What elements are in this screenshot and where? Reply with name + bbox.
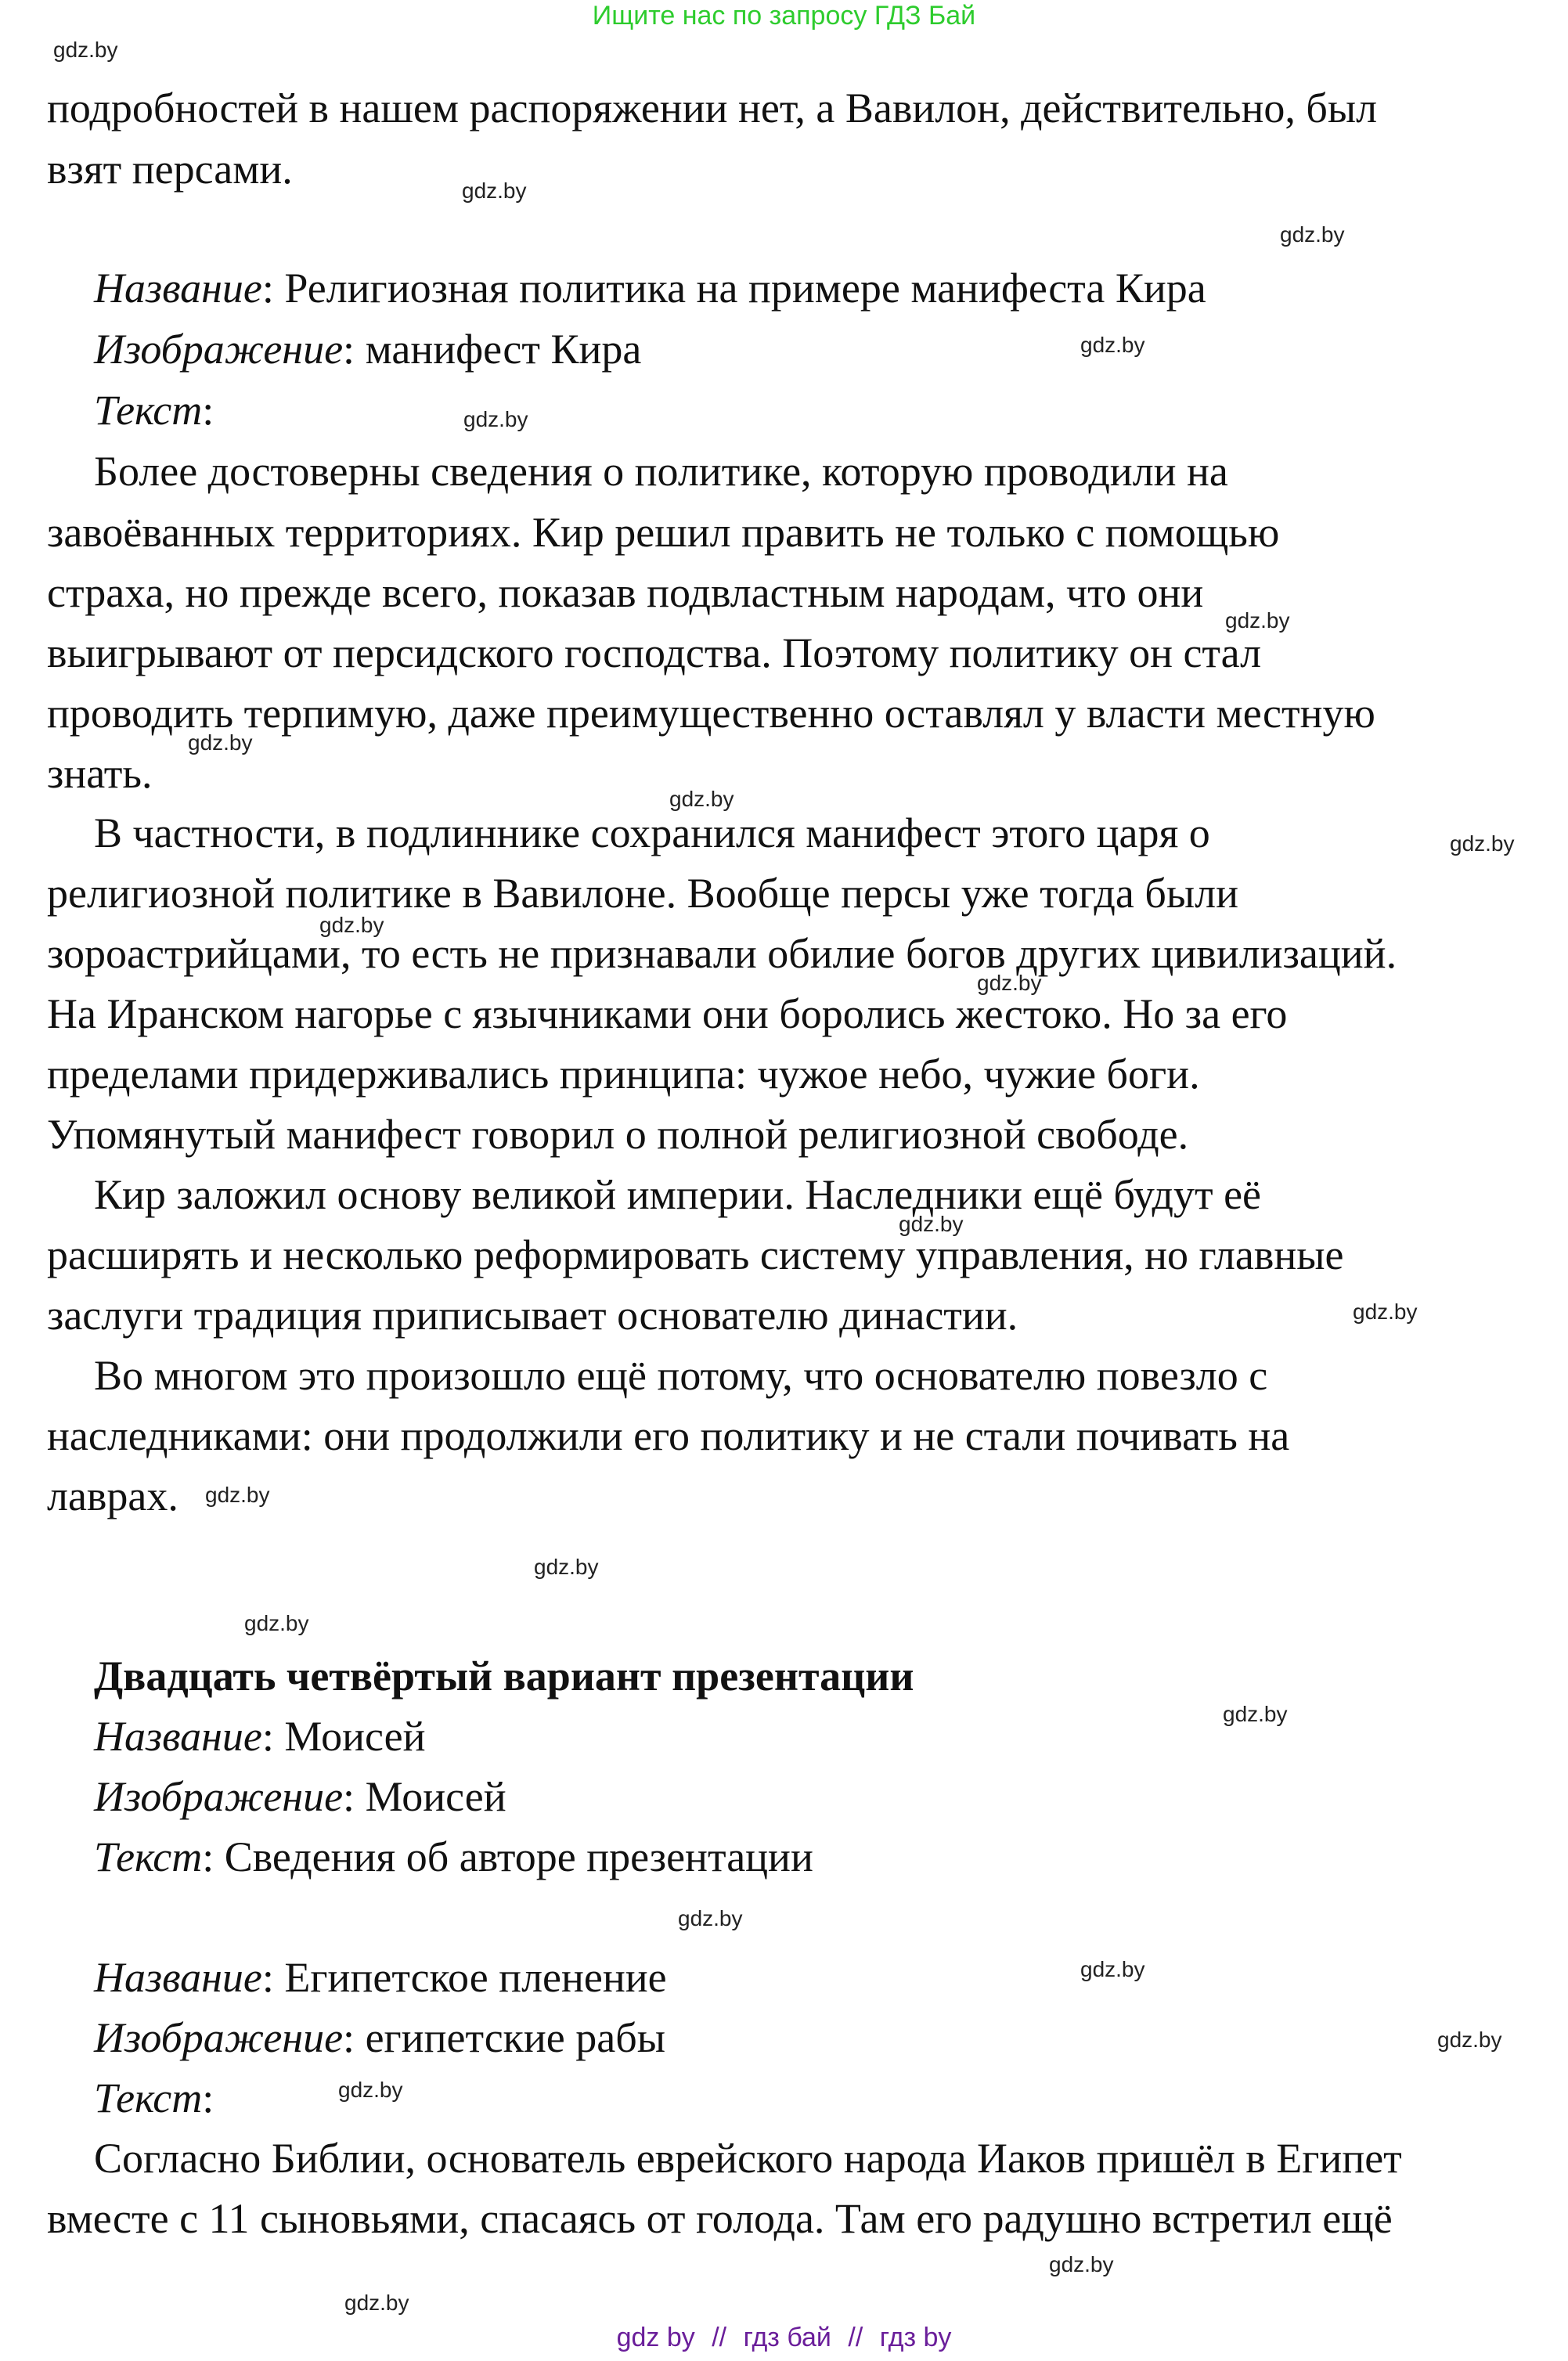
text-line: наследниками: они продолжили его политику и не стали почивать на <box>47 1412 1290 1459</box>
text-line: выигрывают от персидского господства. Поэтому политику он стал <box>47 629 1262 676</box>
footer-link[interactable]: gdz by <box>616 2323 695 2352</box>
text-line: Более достоверны сведения о политике, которую проводили на <box>94 448 1228 495</box>
watermark: gdz.by <box>977 971 1042 995</box>
watermark: gdz.by <box>1353 1299 1418 1324</box>
footer-link[interactable]: гдз by <box>879 2323 952 2352</box>
slide-image-value: манифест Кира <box>355 326 642 373</box>
text-line: завоёванных территориях. Кир решил править не только с помощью <box>47 509 1280 556</box>
slide-title-value: Моисей <box>273 1713 426 1760</box>
label-title: Название <box>94 265 262 312</box>
label-title: Название <box>94 1954 262 2001</box>
watermark: gdz.by <box>344 2291 409 2315</box>
watermark: gdz.by <box>338 2078 403 2102</box>
text-line: В частности, в подлиннике сохранился манифест этого царя о <box>94 809 1210 856</box>
section-heading: Двадцать четвёртый вариант презентации <box>94 1653 914 1700</box>
watermark: gdz.by <box>678 1906 743 1930</box>
watermark: gdz.by <box>462 178 527 203</box>
watermark: gdz.by <box>669 787 734 811</box>
watermark: gdz.by <box>1080 1957 1145 1981</box>
slide-title-line: Название: Египетское пленение <box>94 1954 667 2001</box>
slide-text-line: Текст: Сведения об авторе презентации <box>94 1833 813 1880</box>
text-line: взят персами. <box>47 146 293 193</box>
slide-image-value: египетские рабы <box>355 2014 665 2061</box>
watermark: gdz.by <box>205 1483 270 1507</box>
text-line: зороастрийцами, то есть не признавали обилие богов других цивилизаций. <box>47 930 1397 977</box>
watermark: gdz.by <box>188 730 253 755</box>
text-line: Упомянутый манифест говорил о полной религиозной свободе. <box>47 1111 1189 1158</box>
top-banner[interactable]: Ищите нас по запросу ГДЗ Бай <box>592 1 976 31</box>
slide-title-line: Название: Религиозная политика на примере манифеста Кира <box>94 265 1206 312</box>
watermark: gdz.by <box>463 407 528 431</box>
label-image: Изображение <box>94 1773 344 1820</box>
slide-image-line: Изображение: Моисей <box>94 1773 506 1820</box>
text-line: вместе с 11 сыновьями, спасаясь от голода. Там его радушно встретил ещё <box>47 2195 1393 2242</box>
watermark: gdz.by <box>899 1212 964 1236</box>
slide-text-line: Текст: <box>94 2074 214 2121</box>
slide-title-value: Религиозная политика на примере манифеста Кира <box>273 265 1206 312</box>
watermark: gdz.by <box>1080 333 1145 357</box>
label-title: Название <box>94 1713 262 1760</box>
text-line: знать. <box>47 750 153 797</box>
text-line: лаврах. <box>47 1472 178 1519</box>
watermark: gdz.by <box>534 1555 599 1579</box>
footer-links <box>0 2322 1568 2353</box>
watermark: gdz.by <box>1437 2028 1502 2052</box>
label-text: Текст <box>94 2074 203 2121</box>
slide-title-value: Египетское пленение <box>273 1954 667 2001</box>
text-line: Во многом это произошло ещё потому, что основателю повезло с <box>94 1352 1268 1399</box>
label-text: Текст <box>94 387 203 434</box>
text-line: страха, но прежде всего, показав подвластным народам, что они <box>47 569 1204 616</box>
text-line: заслуги традиция приписывает основателю династии. <box>47 1292 1018 1339</box>
slide-image-line: Изображение: египетские рабы <box>94 2014 665 2061</box>
text-line: подробностей в нашем распоряжении нет, а Вавилон, действительно, был <box>47 85 1378 132</box>
slide-image-value: Моисей <box>355 1773 506 1820</box>
label-text: Текст <box>94 1833 203 1880</box>
text-line: проводить терпимую, даже преимущественно оставлял у власти местную <box>47 690 1375 737</box>
slide-title-line: Название: Моисей <box>94 1713 426 1760</box>
watermark: gdz.by <box>1225 608 1290 633</box>
slide-text-value: Сведения об авторе презентации <box>214 1833 813 1880</box>
watermark: gdz.by <box>53 38 118 62</box>
watermark: gdz.by <box>1223 1702 1288 1726</box>
watermark: gdz.by <box>1049 2252 1114 2276</box>
text-line: На Иранском нагорье с язычниками они боролись жестоко. Но за его <box>47 990 1288 1037</box>
watermark: gdz.by <box>1280 222 1345 247</box>
footer-divider: // <box>712 2323 727 2352</box>
watermark: gdz.by <box>1450 831 1515 856</box>
label-image: Изображение <box>94 2014 344 2061</box>
slide-image-line: Изображение: манифест Кира <box>94 326 642 373</box>
footer-divider: // <box>848 2323 863 2352</box>
footer-link[interactable]: гдз бай <box>743 2323 831 2352</box>
text-line: Согласно Библии, основатель еврейского народа Иаков пришёл в Египет <box>94 2135 1402 2182</box>
text-line: религиозной политике в Вавилоне. Вообще персы уже тогда были <box>47 870 1238 917</box>
text-line: Кир заложил основу великой империи. Наследники ещё будут её <box>94 1171 1262 1218</box>
text-line: пределами придерживались принципа: чужое небо, чужие боги. <box>47 1051 1200 1098</box>
watermark: gdz.by <box>319 913 384 937</box>
slide-text-line: Текст: <box>94 387 214 434</box>
text-line: расширять и несколько реформировать систему управления, но главные <box>47 1231 1344 1278</box>
label-image: Изображение <box>94 326 344 373</box>
watermark: gdz.by <box>244 1611 309 1635</box>
